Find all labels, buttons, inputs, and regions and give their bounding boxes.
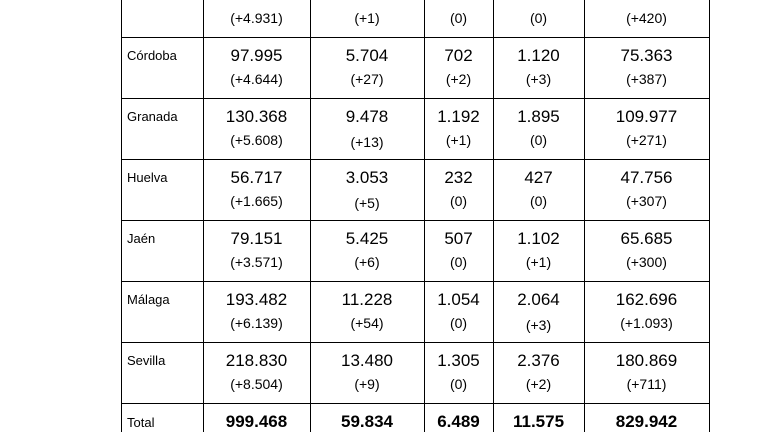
table-row <box>121 342 203 403</box>
cell-value: 13.480 <box>341 351 393 370</box>
table-row <box>121 220 203 281</box>
cell-value: 232 <box>444 168 473 187</box>
cell-delta: (+27) <box>350 71 384 87</box>
cell-value: 2.064 <box>517 290 560 309</box>
cell-value: 11.228 <box>341 290 393 309</box>
total-cell <box>584 403 709 432</box>
table-cell <box>424 0 493 37</box>
province-name: Huelva <box>127 170 168 185</box>
table-cell <box>424 37 493 98</box>
total-cell <box>424 403 493 432</box>
cell-value: 130.368 <box>225 107 288 126</box>
table-cell <box>203 281 310 342</box>
cell-value: 218.830 <box>225 351 288 370</box>
table-cell <box>584 220 709 281</box>
table-cell <box>203 159 310 220</box>
cell-delta: (+1.665) <box>230 193 283 209</box>
cell-value <box>203 0 310 1</box>
table-cell <box>584 37 709 98</box>
cell-delta: (+13) <box>350 134 384 150</box>
cell-value: 180.869 <box>615 351 678 370</box>
table-cell <box>424 220 493 281</box>
table-cell <box>310 0 424 37</box>
table-cell <box>310 342 424 403</box>
cell-delta: (+6.139) <box>230 315 283 331</box>
table-cell <box>203 98 310 159</box>
table-cell <box>493 98 584 159</box>
table-cell <box>424 281 493 342</box>
cell-value: 1.305 <box>437 351 480 370</box>
cell-delta: (0) <box>529 10 548 26</box>
table-cell <box>310 37 424 98</box>
cell-delta: (+387) <box>626 71 667 87</box>
total-value: 999.468 <box>225 412 288 431</box>
cell-delta: (+4.931) <box>230 10 283 26</box>
table-cell <box>493 342 584 403</box>
table-cell <box>424 159 493 220</box>
cell-delta: (+3) <box>525 71 552 87</box>
table-cell <box>584 0 709 37</box>
province-name: Granada <box>127 109 178 124</box>
cell-value: 79.151 <box>230 229 283 248</box>
cell-value: 1.895 <box>517 107 560 126</box>
cell-value: 56.717 <box>230 168 283 187</box>
table-cell <box>493 37 584 98</box>
total-row <box>121 403 203 432</box>
cell-delta: (0) <box>529 132 548 148</box>
province-name: Córdoba <box>127 48 177 63</box>
table-cell <box>203 37 310 98</box>
total-value: 829.942 <box>615 412 678 431</box>
table-cell <box>493 0 584 37</box>
table-cell <box>493 159 584 220</box>
table-cell <box>203 342 310 403</box>
cell-delta: (+1) <box>445 132 472 148</box>
cell-value <box>493 0 584 1</box>
cell-value: 1.102 <box>517 229 560 248</box>
cell-value: 5.425 <box>345 229 389 248</box>
cell-value: 162.696 <box>615 290 678 309</box>
cell-value: 1.120 <box>517 46 560 65</box>
cell-delta: (+3.571) <box>230 254 283 270</box>
cell-value: 2.376 <box>517 351 560 370</box>
table-cell <box>584 342 709 403</box>
cell-delta: (+54) <box>350 315 384 331</box>
cell-delta: (+3) <box>525 317 552 333</box>
total-cell <box>310 403 424 432</box>
cell-delta: (+1) <box>354 10 380 26</box>
cell-delta: (+271) <box>626 132 667 148</box>
table-cell <box>203 0 310 37</box>
province-name: Sevilla <box>127 353 166 368</box>
table-cell <box>310 281 424 342</box>
total-value: 6.489 <box>437 412 480 431</box>
cell-value: 702 <box>444 46 473 65</box>
cell-delta: (+5) <box>354 195 380 211</box>
table-row <box>121 0 203 37</box>
cell-value: 1.054 <box>437 290 480 309</box>
cell-value: 507 <box>444 229 473 248</box>
cell-delta: (+5.608) <box>230 132 283 148</box>
cell-delta: (+6) <box>354 254 380 270</box>
total-value: 11.575 <box>512 412 565 431</box>
cell-delta: (0) <box>449 10 468 26</box>
table-cell <box>584 281 709 342</box>
cell-delta: (0) <box>449 193 468 209</box>
cell-delta: (+1.093) <box>620 315 673 331</box>
table-cell <box>203 220 310 281</box>
cell-delta: (+2) <box>445 71 472 87</box>
cell-value <box>310 0 424 1</box>
cell-delta: (0) <box>449 254 468 270</box>
cell-delta: (+9) <box>354 376 380 392</box>
table-cell <box>424 342 493 403</box>
cell-value: 193.482 <box>225 290 288 309</box>
cell-value: 9.478 <box>345 107 389 126</box>
cell-delta: (0) <box>449 315 468 331</box>
table-cell <box>493 220 584 281</box>
total-cell <box>203 403 310 432</box>
cell-value: 427 <box>524 168 553 187</box>
cell-value <box>584 0 709 1</box>
cell-delta: (+307) <box>626 193 667 209</box>
table-cell <box>584 159 709 220</box>
table-row <box>121 37 203 98</box>
cell-delta: (+8.504) <box>230 376 283 392</box>
cell-delta: (+2) <box>525 376 552 392</box>
cell-value <box>424 0 493 1</box>
table-cell <box>424 98 493 159</box>
cell-value: 97.995 <box>230 46 283 65</box>
cell-delta: (+711) <box>626 376 667 392</box>
province-name: Málaga <box>127 292 170 307</box>
table-cell <box>310 220 424 281</box>
table-cell <box>493 281 584 342</box>
cell-value: 47.756 <box>620 168 673 187</box>
table-cell <box>584 98 709 159</box>
table-row <box>121 159 203 220</box>
total-cell <box>493 403 584 432</box>
cell-value: 5.704 <box>345 46 389 65</box>
province-name: Jaén <box>127 231 156 246</box>
cell-delta: (0) <box>449 376 468 392</box>
cell-value: 65.685 <box>620 229 673 248</box>
cell-delta: (+1) <box>525 254 552 270</box>
table-cell <box>310 98 424 159</box>
cell-value: 75.363 <box>620 46 673 65</box>
cell-delta: (0) <box>529 193 548 209</box>
cell-value: 109.977 <box>615 107 678 126</box>
cell-delta: (+420) <box>626 10 667 26</box>
cell-value: 1.192 <box>437 107 480 126</box>
grid-line <box>709 0 710 432</box>
table-cell <box>310 159 424 220</box>
cell-value: 3.053 <box>345 168 389 187</box>
cell-delta: (+4.644) <box>230 71 283 87</box>
table-row <box>121 281 203 342</box>
total-value: 59.834 <box>341 412 393 431</box>
table-row <box>121 98 203 159</box>
total-label: Total <box>127 415 155 430</box>
cell-delta: (+300) <box>626 254 667 270</box>
